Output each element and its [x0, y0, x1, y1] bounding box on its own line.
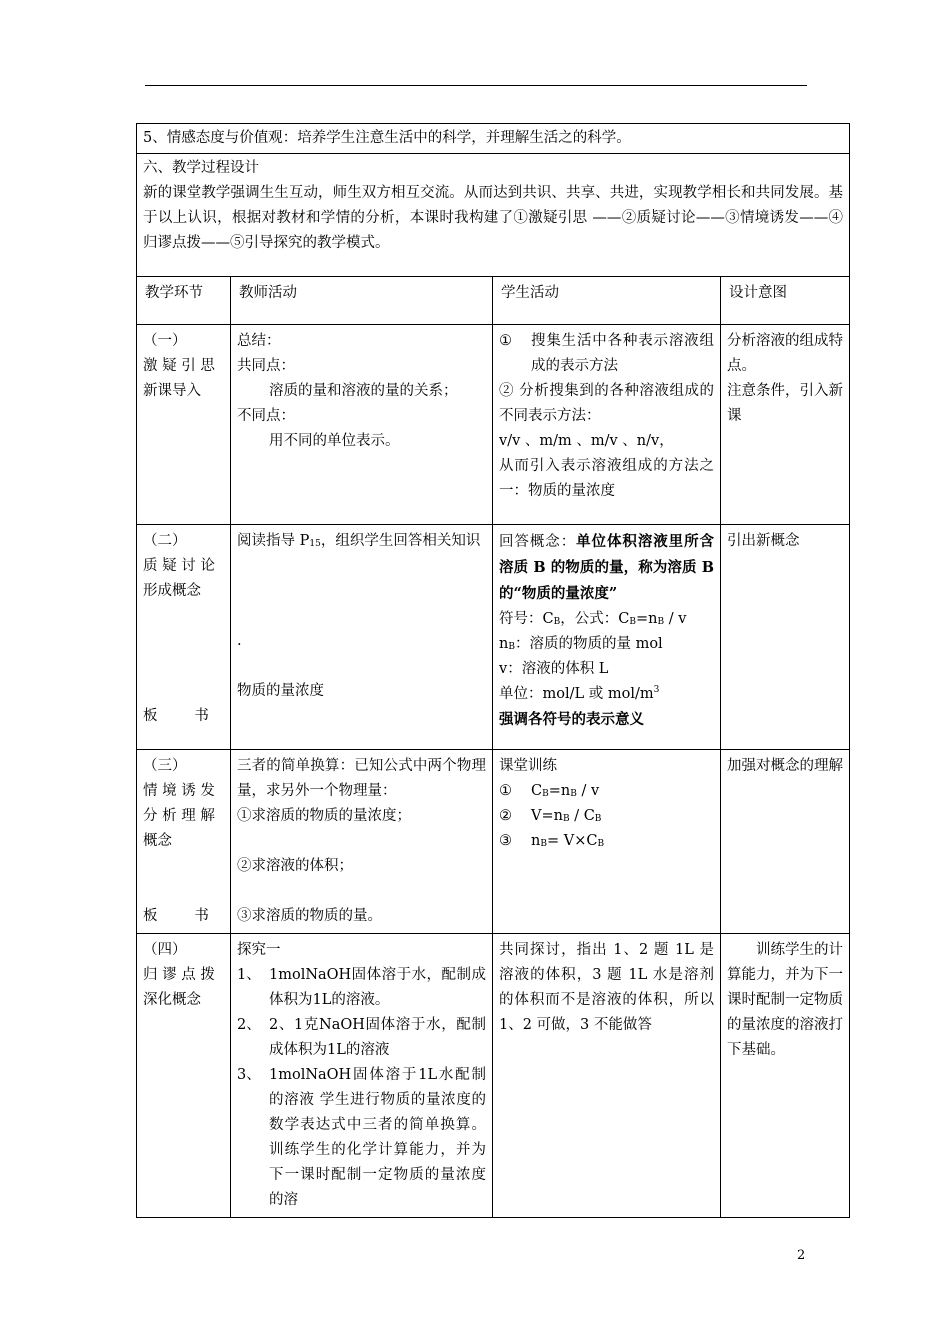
- stage-cell: （四） 归 谬 点 拨 深化概念: [137, 934, 231, 1218]
- design-cell: 分析溶液的组成特点。 注意条件，引入新课: [721, 325, 850, 525]
- header-design: 设计意图: [721, 277, 850, 325]
- table-row: [137, 750, 850, 934]
- table-row: [137, 525, 850, 750]
- design-cell: 加强对概念的理解: [721, 750, 850, 934]
- teacher-cell: 总结： 共同点： 溶质的量和溶液的量的关系； 不同点： 用不同的单位表示。: [231, 325, 493, 525]
- stage-cell: （三） 情 境 诱 发 分 析 理 解 概念 板 书: [137, 750, 231, 934]
- student-cell: ① 搜集生活中各种表示溶液组成的表示方法 ② 分析搜集到的各种溶液组成的不同表示方法： v/v 、m/m 、m/v 、n/v， 从而引入表示溶液组成的方法之一：物质的量浓度: [493, 325, 721, 525]
- section-paragraph: 新的课堂教学强调生生互动，师生双方相互交流。从而达到共识、共享、共进，实现教学相长和共同发展。基于以上认识，根据对教材和学情的分析，本课时我构建了①激疑引思 ——②质疑讨论——③情境诱发——④归谬点拨——⑤引导探究的教学模式。: [143, 185, 844, 251]
- table-row: [137, 934, 850, 1218]
- stage-cell: （一） 激 疑 引 思 新课导入: [137, 325, 231, 525]
- objective-line: 5、情感态度与价值观：培养学生注意生活中的科学，并理解生活之的科学。: [143, 130, 631, 146]
- header-stage: 教学环节: [137, 277, 231, 325]
- page-number: 2: [797, 1248, 806, 1263]
- header-student: 学生活动: [493, 277, 721, 325]
- lesson-plan-table: [136, 123, 850, 1218]
- teacher-cell: 阅读指导 $P_{15}$，组织学生回答相关知识 . 物质的量浓度: [231, 525, 493, 750]
- board-label: 板 书: [143, 908, 209, 924]
- header-teacher: 教师活动: [231, 277, 493, 325]
- table-row: [137, 325, 850, 525]
- section-title: 六、教学过程设计: [143, 160, 259, 176]
- teacher-cell: 三者的简单换算：已知公式中两个物理量，求另外一个物理量： ①求溶质的物质的量浓度； ②求溶液的体积； ③求溶质的物质的量。: [231, 750, 493, 934]
- intro-row-objective: [137, 124, 850, 154]
- board-text: 物质的量浓度: [237, 683, 324, 699]
- teacher-cell: 探究一 1、 1molNaOH固体溶于水，配制成体积为1L的溶液。 2、 2、1克NaOH固体溶于水，配制成体积为1L的溶液 3、 1molNaOH固体溶于1L水配制的溶液 学生进行物质的量浓度的数学表达式中三者的简单换算。 训练学生的化学计算能力，并为下一课时配制一定物质的量浓度的溶: [231, 934, 493, 1218]
- header-rule: [145, 85, 807, 86]
- board-label: 板 书: [143, 708, 209, 724]
- table-header-row: [137, 277, 850, 325]
- student-cell: 课堂训练 ① $C_B=n_B / v$ ② $V=n_B / C_B$ ③ $n_B= V\times C_B$: [493, 750, 721, 934]
- intro-row-process: [137, 154, 850, 277]
- student-cell: 回答概念：单位体积溶液里所含溶质 B 的物质的量，称为溶质 B 的“物质的量浓度” 符号：$C_B$，公式：$C_B=n_B / v$ $n_B$：溶质的物质的量 mol v：溶液的体积 L 单位：mol/L 或 mol/$m^3$ 强调各符号的表示意义: [493, 525, 721, 750]
- design-cell: 训练学生的计算能力，并为下一课时配制一定物质的量浓度的溶液打下基础。: [721, 934, 850, 1218]
- stage-cell: （二） 质 疑 讨 论 形成概念 板 书: [137, 525, 231, 750]
- student-cell: 共同探讨，指出 1、2 题 1L 是溶液的体积，3 题 1L 水是溶剂的体积而不是溶液的体积，所以 1、2 可做，3 不能做答: [493, 934, 721, 1218]
- design-cell: 引出新概念: [721, 525, 850, 750]
